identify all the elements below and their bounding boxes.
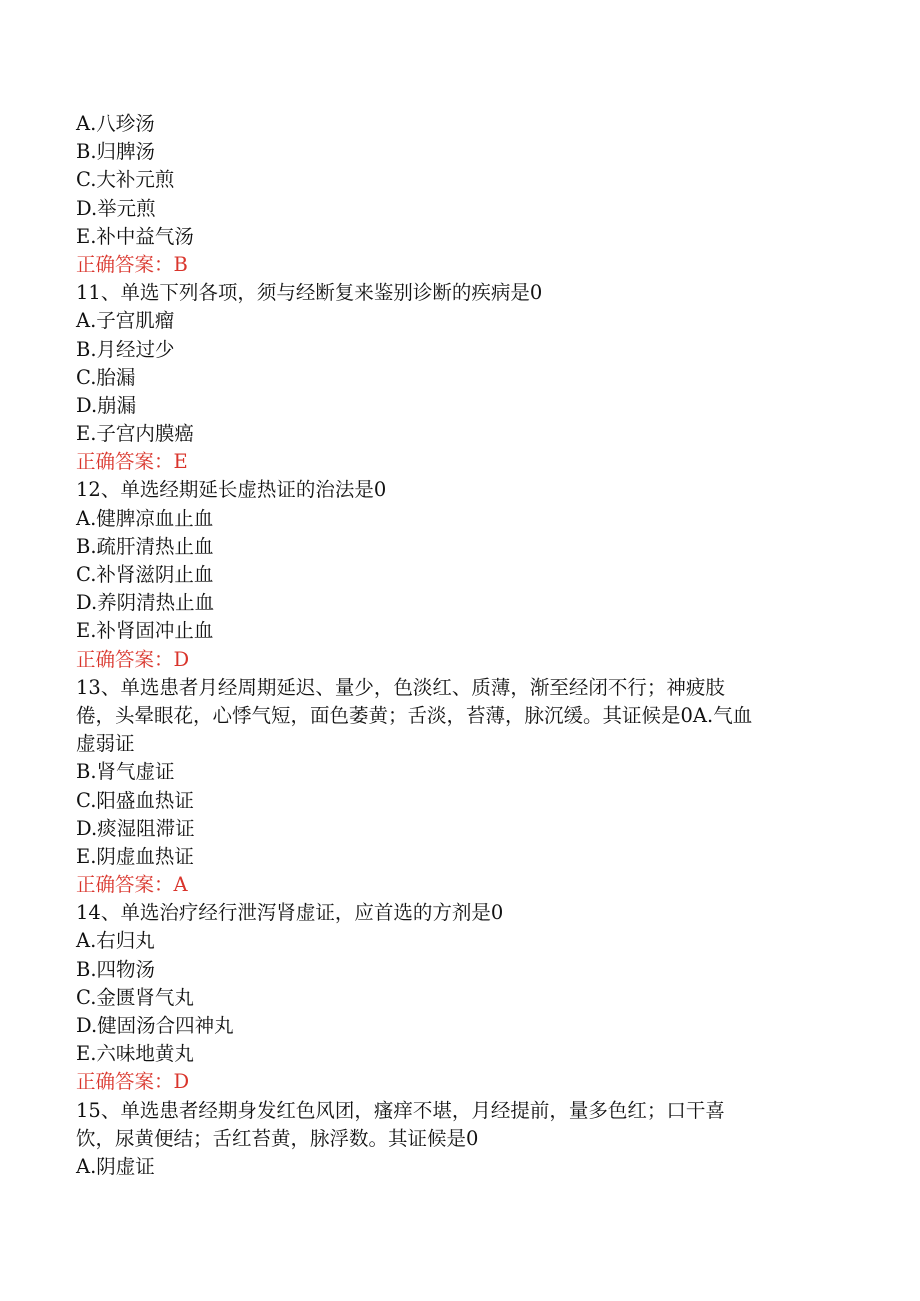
question-line: 虚弱证	[76, 732, 135, 756]
option-line: C.金匮肾气丸	[76, 985, 194, 1009]
option-line: D.崩漏	[76, 393, 137, 417]
option-line: A.健脾凉血止血	[76, 506, 214, 530]
option-line: B.疏肝清热止血	[76, 534, 214, 558]
answer-line: 正确答案：A	[76, 873, 188, 897]
option-line: C.胎漏	[76, 365, 136, 389]
option-line: A.八珍汤	[76, 112, 155, 135]
option-line: E.阴虚血热证	[76, 844, 194, 868]
question-line: 14、单选治疗经行泄泻肾虚证，应首选的方剂是0	[76, 901, 504, 925]
option-line: D.痰湿阻滞证	[76, 816, 195, 840]
question-line: 15、单选患者经期身发红色风团，瘙痒不堪，月经提前，量多色红；口干喜	[76, 1098, 725, 1122]
question-line: 饮，尿黄便结；舌红苔黄，脉浮数。其证候是0	[76, 1126, 479, 1150]
option-line: A.子宫肌瘤	[76, 309, 175, 333]
question-list	[76, 110, 856, 1181]
option-line: B.四物汤	[76, 957, 156, 981]
option-line: B.归脾汤	[76, 140, 156, 164]
option-line: B.肾气虚证	[76, 760, 175, 784]
answer-line: 正确答案：B	[76, 252, 188, 276]
option-line: A.阴虚证	[76, 1154, 155, 1178]
option-line: D.举元煎	[76, 196, 156, 220]
answer-line: 正确答案：D	[76, 1070, 190, 1094]
option-line: B.月经过少	[76, 337, 175, 361]
question-line: 12、单选经期延长虚热证的治法是0	[76, 478, 387, 502]
question-line: 倦，头晕眼花，心悸气短，面色萎黄；舌淡，苔薄，脉沉缓。其证候是0A.气血	[76, 703, 753, 727]
option-line: A.右归丸	[76, 929, 155, 953]
question-line: 11、单选下列各项，须与经断复来鉴别诊断的疾病是0	[76, 281, 543, 305]
option-line: D.健固汤合四神丸	[76, 1014, 234, 1037]
option-line: C.补肾滋阴止血	[76, 563, 214, 586]
answer-line: 正确答案：E	[76, 450, 188, 474]
question-line: 13、单选患者月经周期延迟、量少，色淡红、质薄，渐至经闭不行；神疲肢	[76, 675, 725, 699]
option-line: E.六味地黄丸	[76, 1042, 194, 1066]
answer-line: 正确答案：D	[76, 647, 190, 671]
option-line: E.补中益气汤	[76, 224, 194, 248]
option-line: D.养阴清热止血	[76, 591, 215, 615]
option-line: C.大补元煎	[76, 168, 175, 192]
option-line: C.阳盛血热证	[76, 788, 194, 812]
option-line: E.子宫内膜癌	[76, 422, 194, 446]
option-line: E.补肾固冲止血	[76, 619, 214, 643]
